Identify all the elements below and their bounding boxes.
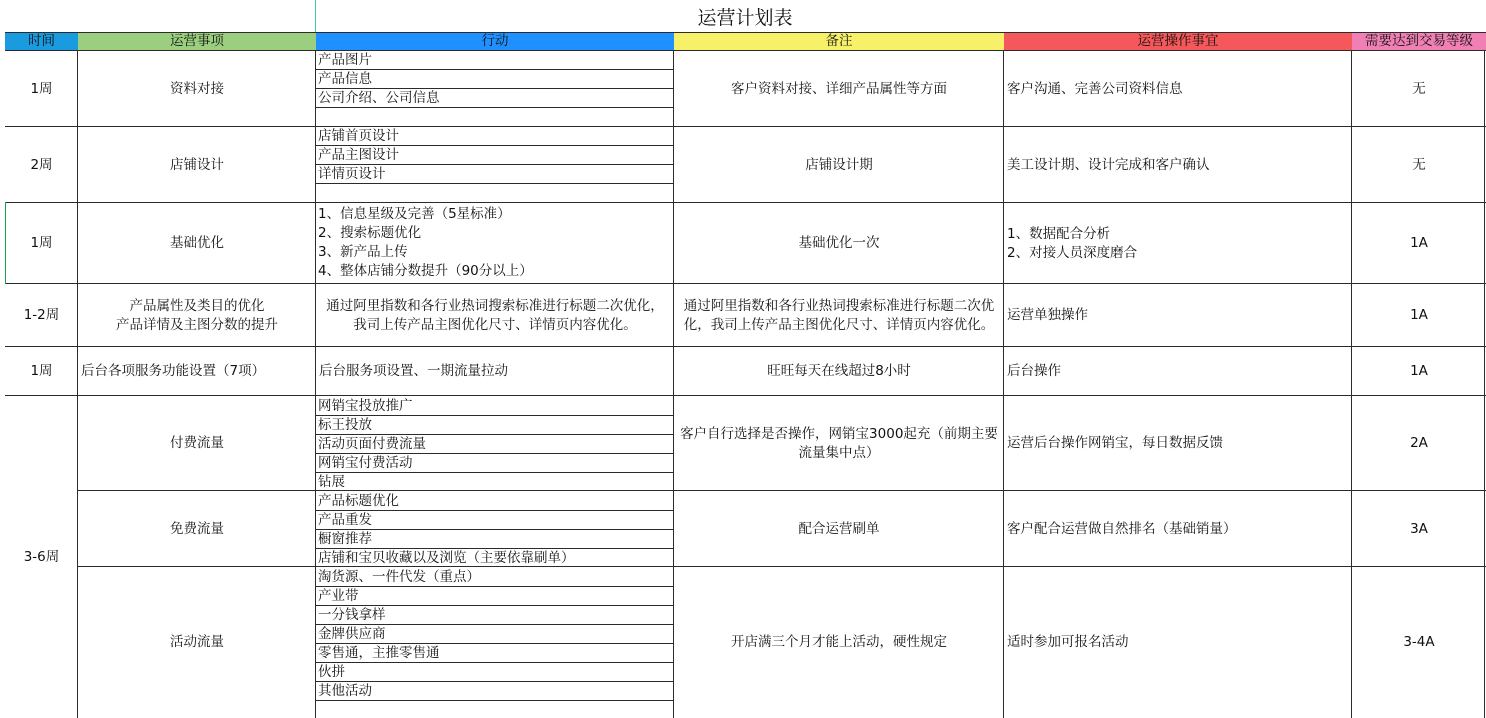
free-ops[interactable]: 客户配合运营做自然排名（基础销量） [1007,520,1237,537]
grid-hline [316,453,674,454]
activity-action-3[interactable]: 一分钱拿样 [318,607,386,623]
grid-hline [316,88,674,89]
row4-note[interactable]: 通过阿里指数和各行业热词搜索标准进行标题二次优化，我司上传产品主图优化尺寸、详情页内容优化。 [683,297,995,333]
paid-action-2[interactable]: 标王投放 [318,417,372,433]
grid-vline [1351,50,1352,718]
paid-action-5[interactable]: 钻展 [318,474,345,490]
row1-level[interactable]: 无 [1412,80,1426,97]
row2-ops[interactable]: 美工设计期、设计完成和客户确认 [1007,156,1210,173]
grid-vline [1003,50,1004,718]
activity-action-6[interactable]: 伙拼 [318,664,345,680]
row5-item[interactable]: 后台各项服务功能设置（7项） [81,363,266,379]
row5-note[interactable]: 旺旺每天在线超过8小时 [767,363,911,379]
row2-item[interactable]: 店铺设计 [170,156,224,173]
row2-level[interactable]: 无 [1412,156,1426,173]
grid-vline [1484,50,1485,718]
free-level[interactable]: 3A [1410,520,1428,537]
paid-action-1[interactable]: 网销宝投放推广 [318,398,413,414]
free-action-1[interactable]: 产品标题优化 [318,493,399,509]
header-note[interactable]: 备注 [674,32,1004,50]
grid-hline [316,183,674,184]
row2-action-1[interactable]: 店铺首页设计 [318,128,399,144]
paid-action-3[interactable]: 活动页面付费流量 [318,436,426,452]
grid-vline [673,50,674,718]
grid-hline [5,283,1486,284]
grid-hline [316,624,674,625]
row3-ops[interactable]: 1、数据配合分析 2、对接人员深度磨合 [1007,225,1138,261]
grid-vline [315,0,316,32]
free-action-2[interactable]: 产品重发 [318,512,372,528]
grid-hline [316,700,674,701]
row1-action-2[interactable]: 产品信息 [318,71,372,87]
grid-hline [316,586,674,587]
activity-ops[interactable]: 适时参加可报名活动 [1007,634,1129,650]
header-level[interactable]: 需要达到交易等级 [1352,32,1486,50]
row1-action-1[interactable]: 产品图片 [318,52,372,68]
row3-action-3[interactable]: 3、新产品上传 [318,244,408,260]
row1-action-3[interactable]: 公司介绍、公司信息 [318,90,440,106]
row6-time[interactable]: 3-6周 [23,548,60,565]
row5-time[interactable]: 1周 [30,363,53,379]
grid-hline [316,415,674,416]
row1-item[interactable]: 资料对接 [170,80,224,97]
grid-hline [316,164,674,165]
activity-note[interactable]: 开店满三个月才能上活动，硬性规定 [731,634,947,650]
row2-note[interactable]: 店铺设计期 [805,156,873,173]
paid-level[interactable]: 2A [1410,435,1428,451]
grid-hline [316,472,674,473]
row3-item[interactable]: 基础优化 [170,235,224,251]
row2-time[interactable]: 2周 [30,156,53,173]
row3-time[interactable]: 1周 [30,235,53,251]
grid-hline [316,529,674,530]
free-action-3[interactable]: 橱窗推荐 [318,531,372,547]
grid-hline [316,69,674,70]
row5-action[interactable]: 后台服务项设置、一期流量拉动 [319,363,508,379]
row1-time[interactable]: 1周 [30,80,53,97]
row3-action-1[interactable]: 1、信息星级及完善（5星标准） [318,206,511,222]
free-traffic-item[interactable]: 免费流量 [170,520,224,537]
row5-ops[interactable]: 后台操作 [1007,363,1061,379]
header-ops[interactable]: 运营操作事宜 [1004,32,1352,50]
free-note[interactable]: 配合运营刷单 [798,520,880,537]
grid-hline [5,202,1486,203]
title-text: 运营计划表 [697,6,793,29]
activity-action-5[interactable]: 零售通，主推零售通 [318,645,440,661]
header-item[interactable]: 运营事项 [78,32,316,50]
free-action-4[interactable]: 店铺和宝贝收藏以及浏览（主要依靠刷单） [318,550,575,566]
grid-hline [5,50,1486,51]
row3-level[interactable]: 1A [1410,235,1428,251]
row5-level[interactable]: 1A [1410,363,1428,379]
activity-level[interactable]: 3-4A [1403,634,1435,650]
row4-ops[interactable]: 运营单独操作 [1007,307,1088,323]
grid-vline [315,50,316,718]
row3-action-4[interactable]: 4、整体店铺分数提升（90分以上） [318,263,533,279]
grid-hline [5,32,1486,33]
grid-hline [316,605,674,606]
row4-time[interactable]: 1-2周 [23,307,60,323]
row4-action[interactable]: 通过阿里指数和各行业热词搜索标准进行标题二次优化，我司上传产品主图优化尺寸、详情页内容优化。 [326,297,664,333]
grid-vline [5,202,6,284]
activity-action-2[interactable]: 产业带 [318,588,359,604]
activity-action-7[interactable]: 其他活动 [318,683,372,699]
row1-note[interactable]: 客户资料对接、详细产品属性等方面 [731,80,947,97]
sheet-title [316,0,1174,32]
activity-action-4[interactable]: 金牌供应商 [318,626,386,642]
grid-hline [316,662,674,663]
grid-vline [77,50,78,718]
header-time[interactable]: 时间 [5,32,78,50]
grid-hline [78,490,1486,491]
row3-action-2[interactable]: 2、搜索标题优化 [318,225,422,241]
paid-note[interactable]: 客户自行选择是否操作，网销宝3000起充（前期主要流量集中点） [680,425,998,461]
grid-hline [316,643,674,644]
grid-hline [78,566,1486,567]
grid-hline [316,434,674,435]
grid-hline [5,346,1486,347]
activity-action-1[interactable]: 淘货源、一件代发（重点） [318,569,480,585]
header-action[interactable]: 行动 [316,32,674,50]
row2-action-3[interactable]: 详情页设计 [318,166,386,182]
row3-note[interactable]: 基础优化一次 [798,235,880,251]
row4-item[interactable]: 产品属性及类目的优化 产品详情及主图分数的提升 [116,297,278,333]
activity-traffic-item[interactable]: 活动流量 [170,634,224,650]
grid-hline [316,548,674,549]
row1-ops[interactable]: 客户沟通、完善公司资料信息 [1007,80,1183,97]
paid-action-4[interactable]: 网销宝付费活动 [318,455,413,471]
row4-level[interactable]: 1A [1410,307,1428,323]
grid-hline [316,510,674,511]
row2-action-2[interactable]: 产品主图设计 [318,147,399,163]
paid-traffic-item[interactable]: 付费流量 [170,435,224,451]
grid-hline [5,395,1486,396]
grid-hline [5,126,1486,127]
grid-hline [316,107,674,108]
paid-ops[interactable]: 运营后台操作网销宝，每日数据反馈 [1007,435,1223,451]
grid-hline [316,681,674,682]
grid-hline [316,145,674,146]
